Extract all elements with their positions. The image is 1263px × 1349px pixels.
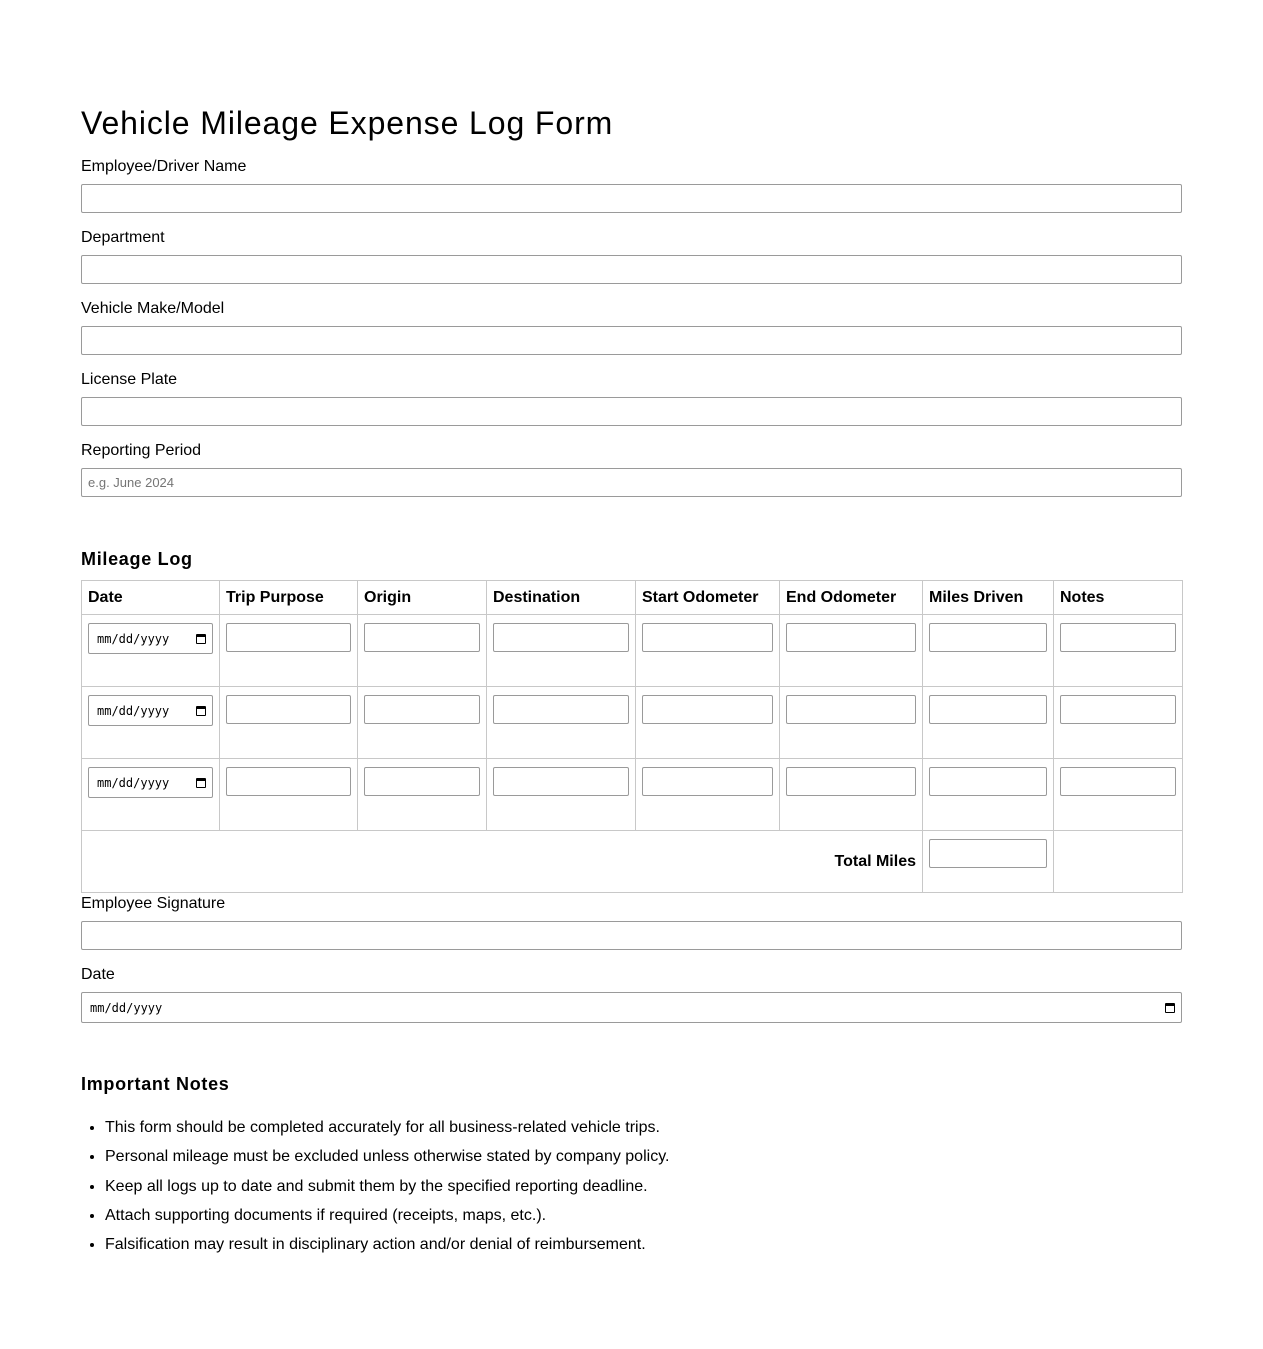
total-miles-label: Total Miles [82, 831, 923, 893]
license-plate-label: License Plate [81, 371, 178, 388]
end-odometer-input[interactable] [786, 767, 916, 796]
table-row [82, 687, 1183, 759]
origin-input[interactable] [364, 767, 480, 796]
destination-input[interactable] [493, 695, 629, 724]
mileage-form-page [0, 0, 1263, 142]
trip-date-input[interactable] [88, 623, 213, 654]
reporting-period-label: Reporting Period [81, 442, 202, 459]
column-header-origin: Origin [358, 581, 487, 615]
table-header-row [82, 581, 1183, 615]
calendar-icon[interactable] [196, 778, 206, 788]
department-label: Department [81, 229, 165, 246]
list-item: • Keep all logs up to date and submit them by the specified reporting deadline. [105, 1177, 1206, 1196]
important-notes-heading: Important Notes [81, 1074, 230, 1094]
origin-input[interactable] [364, 695, 480, 724]
total-miles-input[interactable] [929, 839, 1047, 868]
calendar-icon[interactable] [196, 706, 206, 716]
column-header-trip-purpose: Trip Purpose [220, 581, 358, 615]
notes-input[interactable] [1060, 767, 1176, 796]
signature-date-label: Date [81, 966, 115, 983]
miles-driven-input[interactable] [929, 623, 1047, 652]
column-header-start-odometer: Start Odometer [636, 581, 780, 615]
list-item: • Attach supporting documents if required (receipts, maps, etc.). [105, 1206, 1206, 1225]
column-header-end-odometer: End Odometer [780, 581, 923, 615]
notes-input[interactable] [1060, 623, 1176, 652]
signature-date-input[interactable] [81, 992, 1182, 1023]
end-odometer-input[interactable] [786, 695, 916, 724]
start-odometer-input[interactable] [642, 695, 773, 724]
trip-purpose-input[interactable] [226, 623, 351, 652]
license-plate-input[interactable] [81, 397, 1182, 426]
reporting-period-input[interactable] [81, 468, 1182, 497]
trip-purpose-input[interactable] [226, 767, 351, 796]
date-placeholder: mm/dd/yyyy [97, 775, 170, 790]
column-header-destination: Destination [487, 581, 636, 615]
start-odometer-input[interactable] [642, 767, 773, 796]
signature-input[interactable] [81, 921, 1182, 950]
column-header-miles-driven: Miles Driven [923, 581, 1054, 615]
department-input[interactable] [81, 255, 1182, 284]
trip-date-input[interactable] [88, 695, 213, 726]
miles-driven-input[interactable] [929, 767, 1047, 796]
destination-input[interactable] [493, 623, 629, 652]
list-item: • Personal mileage must be excluded unless otherwise stated by company policy. [105, 1147, 1206, 1166]
start-odometer-input[interactable] [642, 623, 773, 652]
miles-driven-input[interactable] [929, 695, 1047, 724]
list-item: • This form should be completed accurately for all business-related vehicle trips. [105, 1118, 1206, 1137]
list-item: • Falsification may result in disciplinary action and/or denial of reimbursement. [105, 1235, 1206, 1254]
page-title: Vehicle Mileage Expense Log Form [81, 105, 614, 141]
end-odometer-input[interactable] [786, 623, 916, 652]
origin-input[interactable] [364, 623, 480, 652]
table-row [82, 759, 1183, 831]
table-row [82, 615, 1183, 687]
vehicle-model-input[interactable] [81, 326, 1182, 355]
total-row [82, 831, 1183, 893]
mileage-log-table [81, 580, 1183, 893]
employee-name-input[interactable] [81, 184, 1182, 213]
date-placeholder: mm/dd/yyyy [97, 631, 170, 646]
mileage-log-heading: Mileage Log [81, 549, 193, 569]
employee-name-label: Employee/Driver Name [81, 158, 247, 175]
date-placeholder: mm/dd/yyyy [90, 1000, 163, 1015]
trip-purpose-input[interactable] [226, 695, 351, 724]
signature-label: Employee Signature [81, 895, 226, 912]
calendar-icon[interactable] [1165, 1003, 1175, 1013]
important-notes-list [81, 1118, 1206, 1264]
notes-input[interactable] [1060, 695, 1176, 724]
total-row-empty-cell [1054, 831, 1183, 893]
trip-date-input[interactable] [88, 767, 213, 798]
column-header-notes: Notes [1054, 581, 1183, 615]
destination-input[interactable] [493, 767, 629, 796]
vehicle-model-label: Vehicle Make/Model [81, 300, 225, 317]
calendar-icon[interactable] [196, 634, 206, 644]
date-placeholder: mm/dd/yyyy [97, 703, 170, 718]
column-header-date: Date [82, 581, 220, 615]
